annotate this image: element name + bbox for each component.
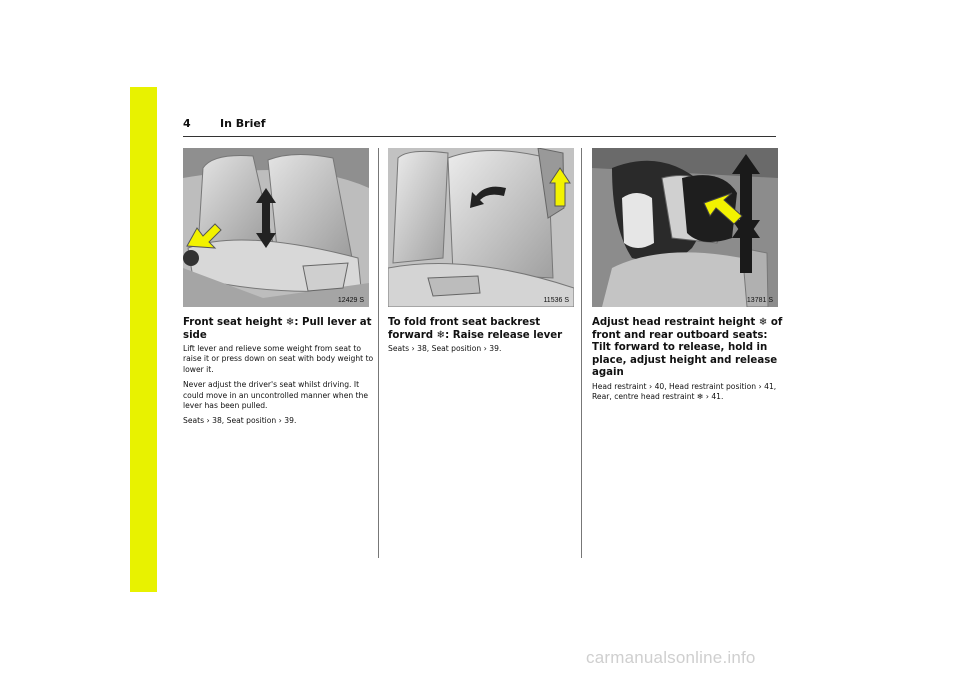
column-divider bbox=[378, 148, 379, 558]
yellow-side-strip bbox=[130, 87, 157, 592]
ref-page: 41, Rear, centre head restraint ❄ bbox=[592, 381, 777, 401]
ref-page: 38, Seat position bbox=[417, 344, 482, 353]
section-heading: Front seat height ❄: Pull lever at side bbox=[183, 317, 372, 341]
page-ref-icon: › bbox=[705, 391, 709, 401]
ref-page: 41. bbox=[711, 391, 724, 401]
ref-page: 40, Head restraint position bbox=[654, 381, 757, 391]
ref-label: Seats bbox=[183, 416, 205, 426]
column-backrest bbox=[388, 317, 582, 359]
header-rule bbox=[183, 136, 776, 137]
page-ref-icon: › bbox=[411, 344, 415, 353]
cross-reference bbox=[183, 416, 377, 426]
cross-reference bbox=[388, 344, 582, 354]
backrest-illustration bbox=[388, 148, 574, 307]
ref-label: Seats bbox=[388, 344, 410, 353]
page-ref-icon: › bbox=[648, 381, 653, 391]
ref-page: 38, Seat position bbox=[212, 416, 277, 426]
page-number: 4 bbox=[183, 117, 191, 130]
figure-code: 13781 S bbox=[746, 297, 773, 304]
watermark: carmanualsonline.info bbox=[586, 648, 756, 667]
figure-seat-height bbox=[183, 148, 369, 307]
page-ref-icon: › bbox=[278, 416, 282, 426]
seat-height-illustration bbox=[183, 148, 369, 307]
section-heading: Adjust head restraint height ❄ of front and rear outboard seats: Tilt forward to release, hold in place, adjust height and release again bbox=[592, 317, 783, 378]
ref-page: 39. bbox=[284, 416, 297, 426]
ref-page: 39. bbox=[489, 344, 502, 353]
page-ref-icon: › bbox=[206, 416, 210, 426]
section-heading: To fold front seat backrest forward ❄: Raise release lever bbox=[388, 317, 563, 341]
paragraph: Lift lever and relieve some weight from seat to raise it or press down on seat with body weight to lower it. bbox=[183, 344, 374, 374]
figure-backrest-release bbox=[388, 148, 574, 307]
page-ref-icon: › bbox=[758, 381, 762, 391]
column-seat-height bbox=[183, 317, 377, 432]
cross-reference bbox=[592, 382, 786, 403]
figure-code: 12429 S bbox=[337, 297, 364, 304]
head-restraint-illustration bbox=[592, 148, 778, 307]
ref-label: Head restraint bbox=[592, 381, 647, 391]
column-head-restraint bbox=[592, 317, 786, 407]
figure-code: 11536 S bbox=[543, 297, 569, 304]
section-title: In Brief bbox=[220, 117, 266, 130]
figure-head-restraint bbox=[592, 148, 778, 307]
page-ref-icon: › bbox=[483, 344, 487, 353]
paragraph: Never adjust the driver's seat whilst driving. It could move in an uncontrolled manner when the lever has been pulled. bbox=[183, 380, 369, 411]
